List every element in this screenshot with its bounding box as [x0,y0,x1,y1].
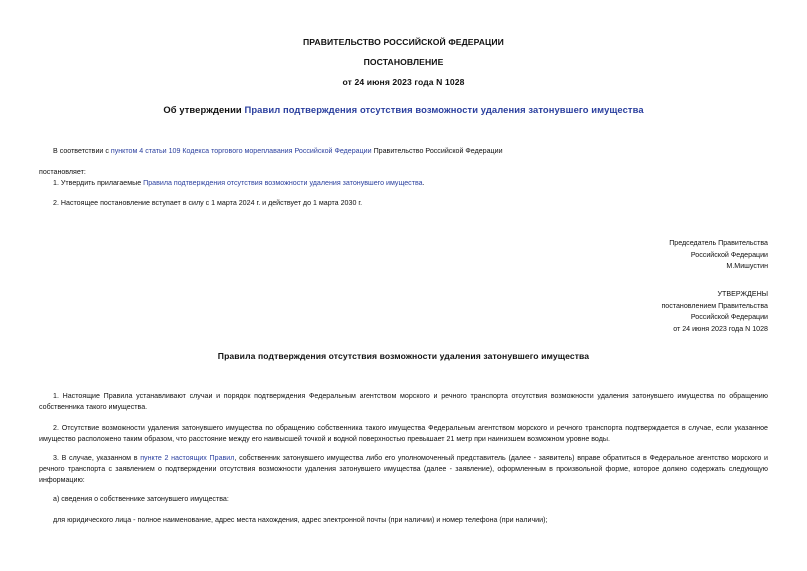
rule-3-paragraph [39,453,768,486]
doc-type-heading: ПОСТАНОВЛЕНИЕ [363,57,444,67]
rule-1-paragraph: 1. Настоящие Правила устанавливают случаи и порядок подтверждения Федеральным агентством морского и речного транспорта отсутствия возможности удаления затонувшего имущества по обращению собственника такого имущества. [39,392,768,411]
rule-3-suffix: , собственник затонувшего имущества либо его уполномоченный представитель (далее - заявитель) вправе обратиться в Федеральное агентство морского и речного транспорта с заявлением о подтверждении отсутствия возможности удаления затонувшего имущества (далее - заявление), оформленным в произвольной форме, которое должно содержать следующую информацию: [39,454,768,484]
code-article-link[interactable]: пунктом 4 статьи 109 Кодекса торгового мореплавания Российской Федерации [110,147,372,155]
signature-country: Российской Федерации [690,250,768,259]
signature-position: Председатель Правительства [669,239,768,247]
preamble-suffix: Правительство Российской Федерации [371,147,503,155]
preamble-prefix: В соответствии с [53,147,111,155]
rule-3a-legal-paragraph: для юридического лица - полное наименование, адрес места нахождения, адрес электронной почты (при наличии) и номер телефона (при наличии); [53,516,548,524]
document-title [0,104,807,115]
item-2-paragraph: 2. Настоящее постановление вступает в силу с 1 марта 2024 г. и действует до 1 марта 2030 г. [53,199,363,207]
approved-country: Российской Федерации [690,313,768,321]
approval-block [661,289,768,335]
rules-title: Правила подтверждения отсутствия возможности удаления затонувшего имущества [217,351,590,361]
item-1-prefix: 1. Утвердить прилагаемые [53,179,144,187]
document-title-prefix: Об утверждении [163,104,245,115]
approved-date: от 24 июня 2023 года N 1028 [673,324,768,333]
decides-text: постановляет: [39,168,86,176]
signature-block [669,238,768,273]
date-number-heading: от 24 июня 2023 года N 1028 [342,77,465,87]
item-1-suffix: . [422,179,425,187]
preamble-paragraph [39,146,768,157]
rule-2-reference-link[interactable]: пункте 2 настоящих Правил [140,454,235,462]
signature-name: М.Мишустин [726,262,768,270]
rule-3-prefix: 3. В случае, указанном в [53,454,141,462]
item-1-paragraph [39,178,768,189]
rule-2-paragraph: 2. Отсутствие возможности удаления затонувшего имущества по обращению собственника такого имущества Федеральным агентством морского и речного транспорта подтверждается в случае, если указанное имущество расположено таким образом, что расстояние между его наивысшей точкой и водной поверхностью превышает 21 метр при наинизшем возможном уровне воды. [39,424,768,443]
rules-link-title[interactable]: Правил подтверждения отсутствия возможности удаления затонувшего имущества [244,104,644,115]
rule-3a-paragraph: а) сведения о собственнике затонувшего имущества: [53,495,229,503]
approved-by: постановлением Правительства [661,301,768,310]
rules-link-item-1[interactable]: Правила подтверждения отсутствия возможности удаления затонувшего имущества [143,179,423,187]
government-heading: ПРАВИТЕЛЬСТВО РОССИЙСКОЙ ФЕДЕРАЦИИ [303,37,504,47]
approved-label: УТВЕРЖДЕНЫ [717,290,768,298]
